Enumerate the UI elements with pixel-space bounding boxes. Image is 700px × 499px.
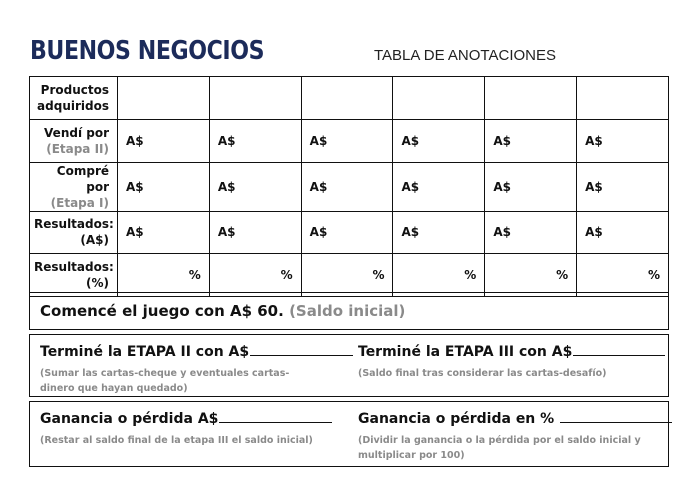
row-label: Productos adquiridos <box>30 77 118 120</box>
page-title: BUENOS NEGOCIOS <box>30 36 265 66</box>
start-balance-text: Comencé el juego con A$ 60. <box>40 302 284 320</box>
table-cell[interactable]: A$ <box>577 162 669 211</box>
profit-percent-note: (Dividir la ganancia o la pérdida por el saldo inicial y multiplicar por 100) <box>358 435 641 461</box>
table-cell[interactable]: A$ <box>118 119 210 162</box>
start-balance-line <box>40 302 405 320</box>
table-cell[interactable]: A$ <box>301 119 393 162</box>
table-cell[interactable]: A$ <box>577 119 669 162</box>
table-cell[interactable]: A$ <box>209 211 301 254</box>
profit-percent-heading: Ganancia o pérdida en % <box>358 410 663 427</box>
stage3-blank-field[interactable] <box>573 343 665 356</box>
table-cell[interactable]: A$ <box>485 162 577 211</box>
table-cell[interactable]: A$ <box>485 119 577 162</box>
profit-amount-heading: Ganancia o pérdida A$ <box>40 410 340 427</box>
table-row <box>30 119 669 162</box>
row-label: Resultados: (%) <box>30 254 118 297</box>
profit-amount-note: (Restar al saldo final de la etapa III el saldo inicial) <box>40 435 313 446</box>
profit-percent-blank-field[interactable] <box>560 410 672 423</box>
table-cell[interactable]: % <box>209 254 301 297</box>
table-row <box>30 254 669 297</box>
stage3-heading: Terminé la ETAPA III con A$ <box>358 343 663 360</box>
table-cell[interactable]: A$ <box>485 211 577 254</box>
stage2-note: (Sumar las cartas-cheque y eventuales cartas-dinero que hayan quedado) <box>40 368 290 394</box>
table-cell[interactable]: % <box>393 254 485 297</box>
stage2-blank-field[interactable] <box>250 343 353 356</box>
table-cell[interactable]: A$ <box>301 211 393 254</box>
table-cell[interactable]: % <box>301 254 393 297</box>
table-cell[interactable]: % <box>118 254 210 297</box>
table-cell[interactable]: A$ <box>209 162 301 211</box>
stage3-section <box>358 343 663 381</box>
table-cell[interactable] <box>301 77 393 120</box>
table-cell[interactable] <box>485 77 577 120</box>
profit-percent-section <box>358 410 663 463</box>
table-cell[interactable]: A$ <box>393 211 485 254</box>
stage2-heading: Terminé la ETAPA II con A$ <box>40 343 340 360</box>
table-cell[interactable]: % <box>577 254 669 297</box>
start-balance-box <box>29 292 669 330</box>
profit-box <box>29 401 669 467</box>
table-cell[interactable] <box>118 77 210 120</box>
stage3-note: (Saldo final tras considerar las cartas-desafío) <box>358 368 607 379</box>
table-cell[interactable] <box>577 77 669 120</box>
profit-amount-section <box>40 410 340 448</box>
table-cell[interactable] <box>393 77 485 120</box>
table-cell[interactable]: A$ <box>577 211 669 254</box>
table-row <box>30 162 669 211</box>
table-cell[interactable]: A$ <box>393 162 485 211</box>
table-cell[interactable]: A$ <box>301 162 393 211</box>
table-cell[interactable]: % <box>485 254 577 297</box>
table-cell[interactable] <box>209 77 301 120</box>
table-row <box>30 211 669 254</box>
row-label: Vendí por (Etapa II) <box>30 119 118 162</box>
profit-amount-blank-field[interactable] <box>219 410 332 423</box>
row-label: Resultados: (A$) <box>30 211 118 254</box>
table-cell[interactable]: A$ <box>393 119 485 162</box>
stage-results-box <box>29 334 669 397</box>
page-subtitle: TABLA DE ANOTACIONES <box>374 47 556 64</box>
table-cell[interactable]: A$ <box>209 119 301 162</box>
stage2-section <box>40 343 340 396</box>
score-table <box>29 76 669 297</box>
table-row <box>30 77 669 120</box>
row-label: Compré por (Etapa I) <box>30 162 118 211</box>
table-cell[interactable]: A$ <box>118 211 210 254</box>
table-cell[interactable]: A$ <box>118 162 210 211</box>
start-balance-note: (Saldo inicial) <box>289 302 406 320</box>
